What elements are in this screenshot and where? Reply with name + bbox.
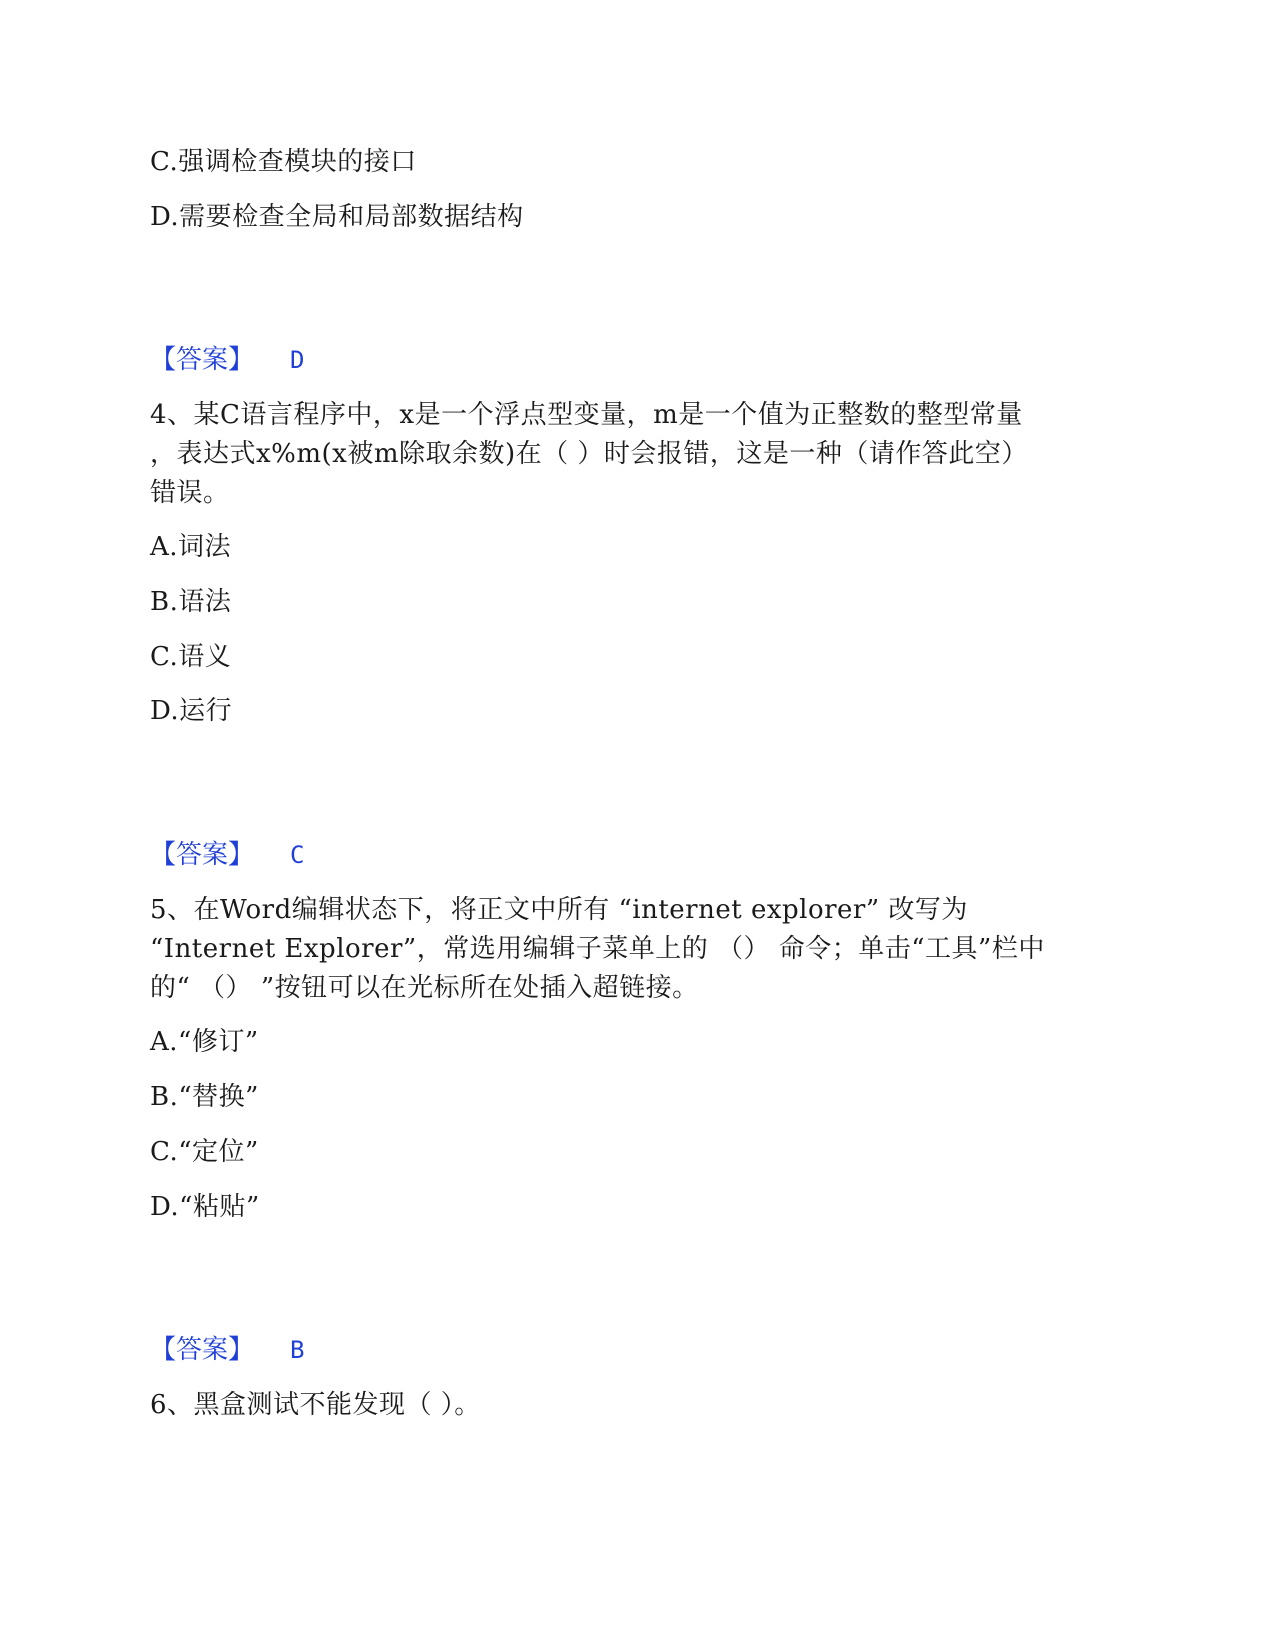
q4-option-d: D.运行 bbox=[150, 696, 233, 726]
q5-option-a: A.“修订” bbox=[150, 1027, 259, 1057]
answer-label: 【答案】 bbox=[150, 840, 255, 870]
q5-answer bbox=[150, 1335, 304, 1365]
q4-stem-line-1: 4、某C语言程序中，x是一个浮点型变量，m是一个值为正整数的整型常量 bbox=[150, 400, 1023, 430]
q5-option-c: C.“定位” bbox=[150, 1137, 259, 1167]
answer-label: 【答案】 bbox=[150, 1335, 255, 1365]
q3-option-d: D.需要检查全局和局部数据结构 bbox=[150, 202, 524, 232]
q4-option-a: A.词法 bbox=[150, 532, 232, 562]
q4-answer bbox=[150, 840, 304, 870]
q5-stem-line-2: “Internet Explorer”，常选用编辑子菜单上的 （） 命令；单击“工具”栏中 bbox=[150, 934, 1045, 964]
q3-option-c: C.强调检查模块的接口 bbox=[150, 147, 417, 177]
q4-stem-line-3: 错误。 bbox=[150, 478, 230, 508]
q3-answer bbox=[150, 345, 304, 375]
q5-option-d: D.“粘贴” bbox=[150, 1192, 260, 1222]
answer-label: 【答案】 bbox=[150, 345, 255, 375]
q5-stem-line-1: 5、在Word编辑状态下，将正文中所有 “internet explorer” 改写为 bbox=[150, 895, 968, 925]
q4-option-c: C.语义 bbox=[150, 642, 232, 672]
answer-value: C bbox=[290, 841, 305, 869]
q4-stem-line-2: ，表达式x%m(x被m除取余数)在（ ）时会报错，这是一种（请作答此空） bbox=[150, 439, 1028, 469]
q5-option-b: B.“替换” bbox=[150, 1082, 259, 1112]
answer-value: D bbox=[290, 346, 305, 374]
q4-option-b: B.语法 bbox=[150, 587, 232, 617]
q5-stem-line-3: 的“ （） ”按钮可以在光标所在处插入超链接。 bbox=[150, 973, 699, 1003]
q6-stem-line-1: 6、黑盒测试不能发现（ ）。 bbox=[150, 1390, 481, 1420]
answer-value: B bbox=[290, 1336, 305, 1364]
